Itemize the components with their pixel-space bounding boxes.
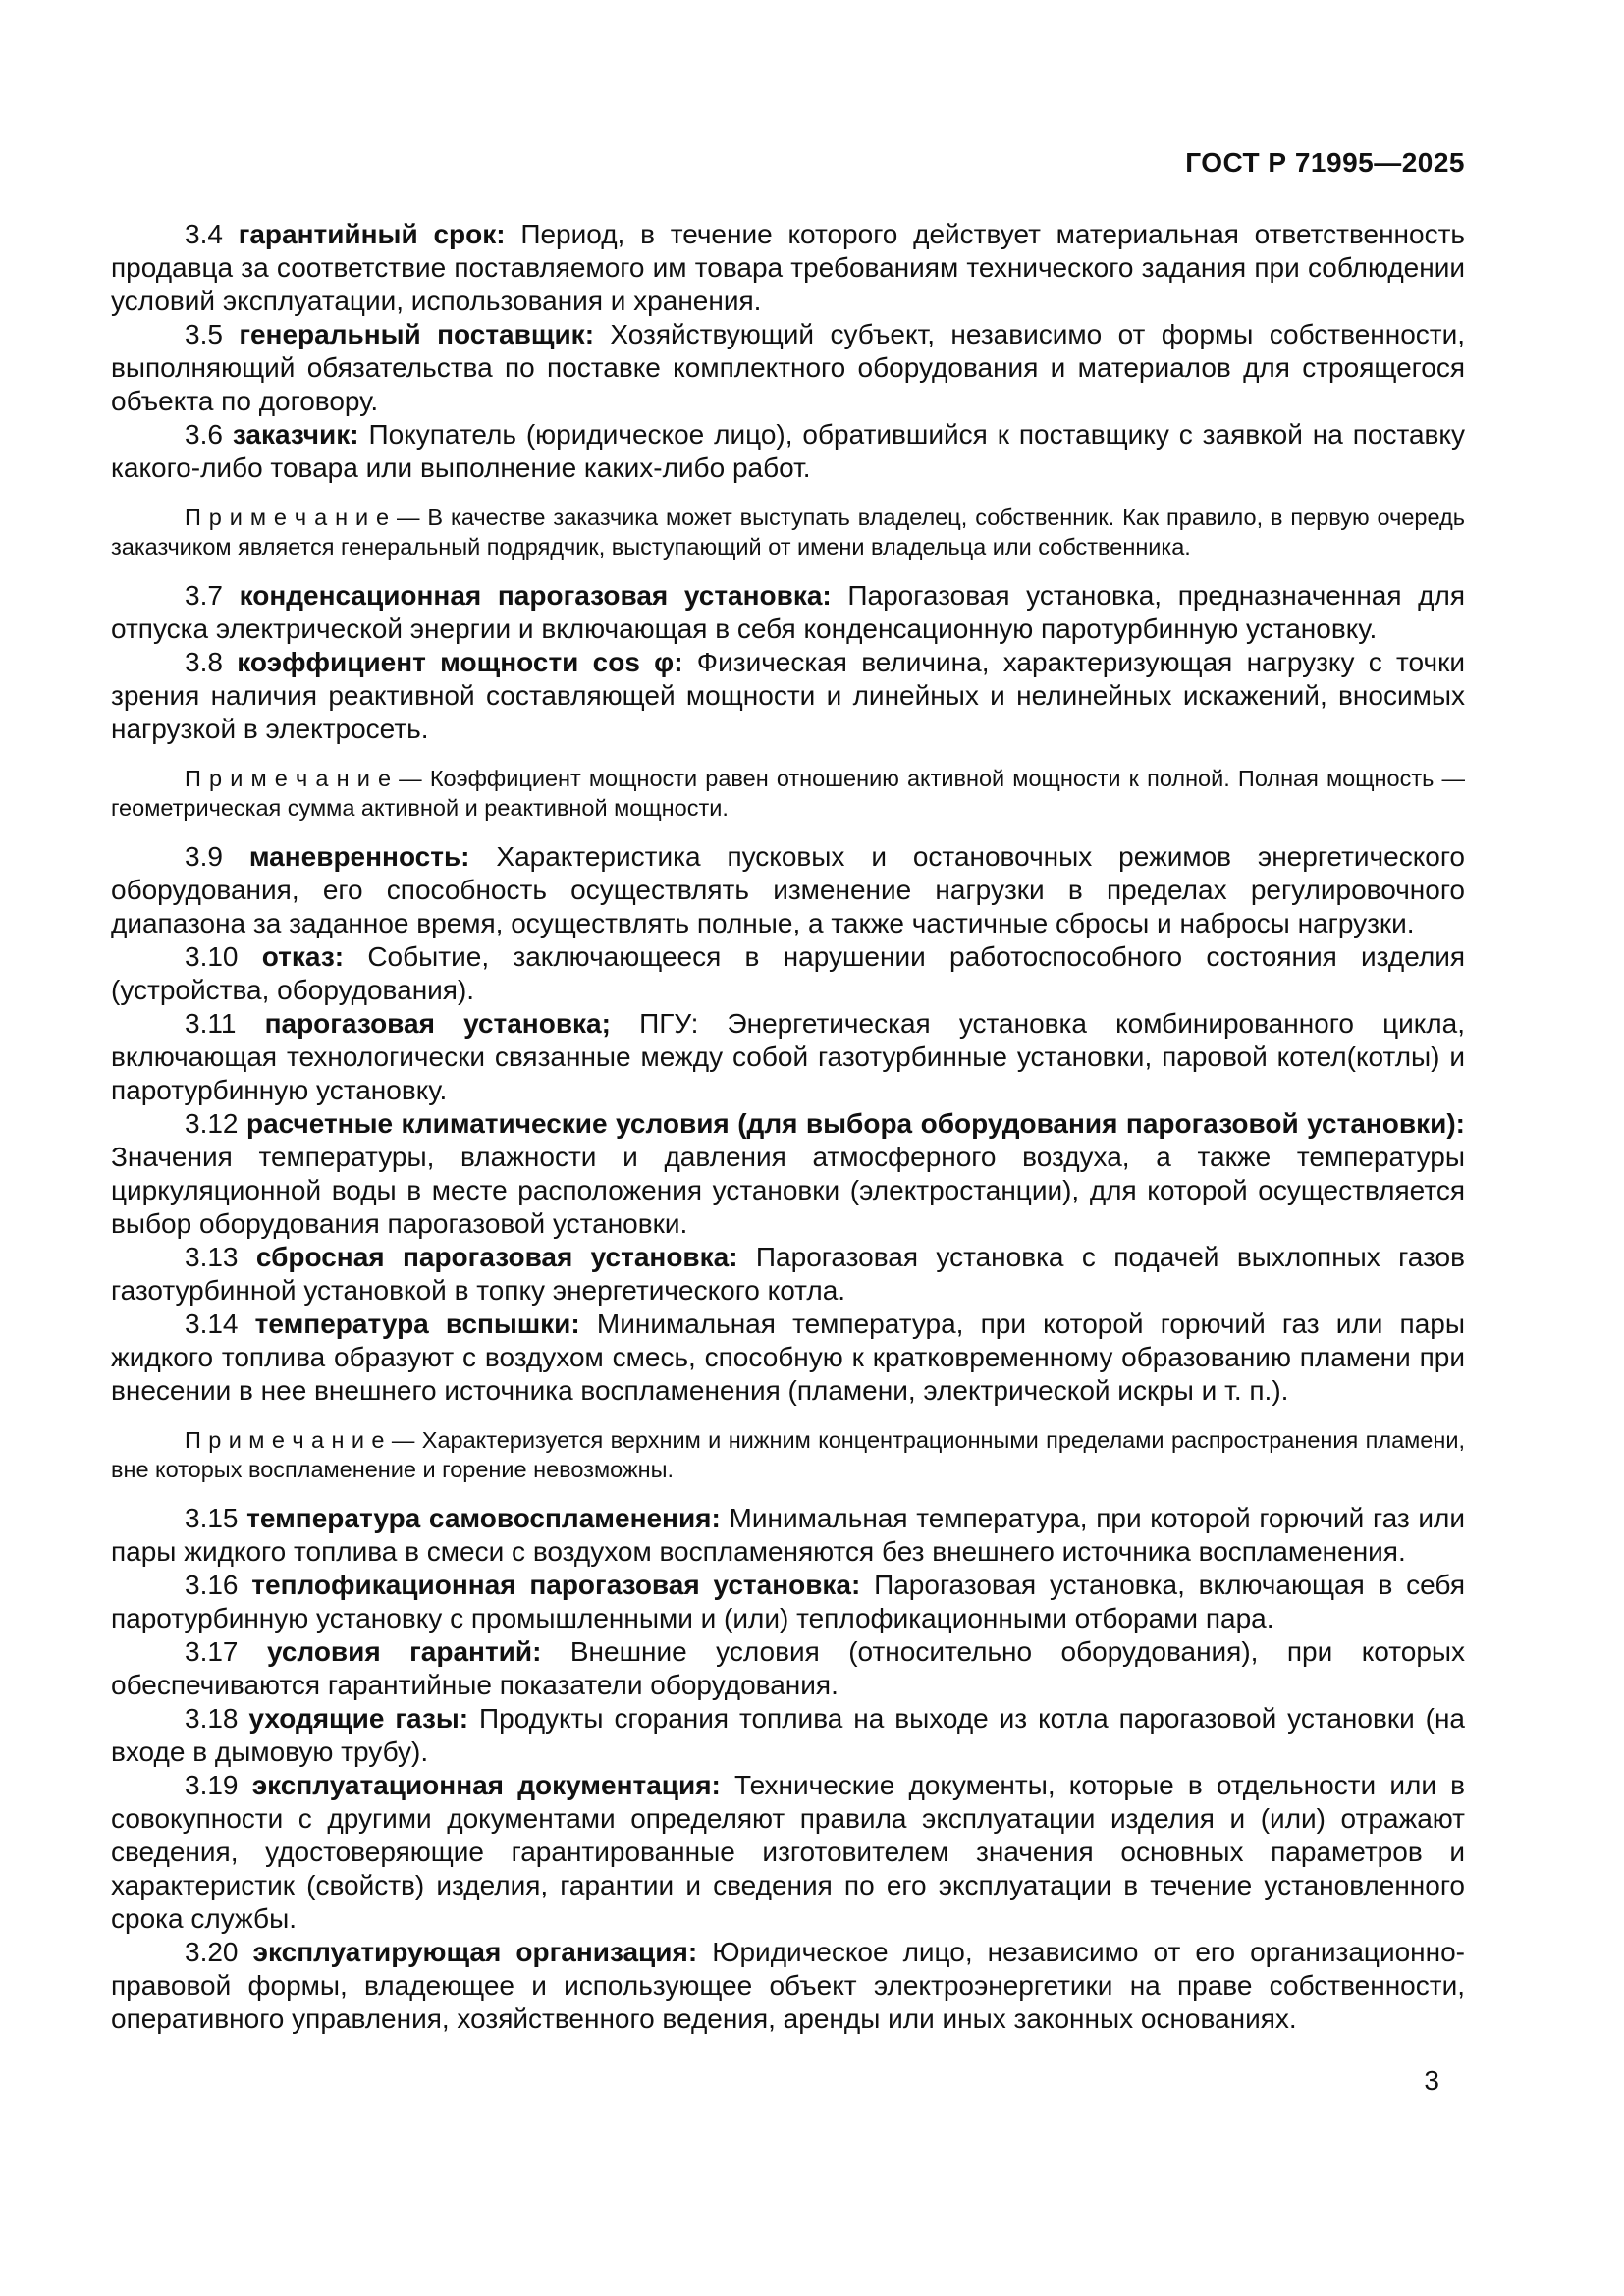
clause-definition: Хозяйствующий субъект, независимо от формы собственности, выполняющий обязательства по поставке комплектного оборудования и материалов для строящегося объекта по договору. xyxy=(111,319,1466,416)
clause-number: 3.9 xyxy=(185,841,249,872)
clause-term: эксплуатирующая организация: xyxy=(252,1937,698,1967)
document-body xyxy=(111,218,1465,2036)
clause-definition: Продукты сгорания топлива на выходе из котла парогазовой установки (на входе в дымовую трубу). xyxy=(111,1703,1465,1767)
clause-paragraph xyxy=(111,1241,1465,1308)
clause-term: уходящие газы: xyxy=(248,1703,469,1734)
clause-number: 3.13 xyxy=(185,1242,256,1272)
note-text: — Коэффициент мощности равен отношению активной мощности к полной. Полная мощность — геометрическая сумма активной и реактивной мощности. xyxy=(111,766,1465,821)
clause-paragraph xyxy=(111,1936,1465,2036)
clause-paragraph xyxy=(111,579,1465,646)
note-paragraph xyxy=(111,1425,1465,1484)
clause-term: сбросная парогазовая установка: xyxy=(255,1242,738,1272)
clause-paragraph xyxy=(111,1007,1465,1107)
clause-definition: Юридическое лицо, независимо от его организационно-правовой формы, владеющее и использующее объект электроэнергетики на праве собственности, оперативного управления, хозяйственного ведения, аренды или иных законных основаниях. xyxy=(111,1937,1465,2034)
note-paragraph xyxy=(111,764,1465,823)
clause-definition: Парогазовая установка, включающая в себя паротурбинную установку с промышленными и (или) теплофикационными отборами пара. xyxy=(111,1570,1465,1633)
clause-number: 3.15 xyxy=(185,1503,247,1533)
clause-term: парогазовая установка; xyxy=(264,1008,611,1039)
clause-paragraph xyxy=(111,1702,1465,1769)
clause-term: коэффициент мощности cos φ: xyxy=(237,647,683,677)
clause-term: расчетные климатические условия (для выбора оборудования парогазовой установки): xyxy=(245,1108,1465,1139)
clause-term: теплофикационная парогазовая установка: xyxy=(251,1570,861,1600)
note-label: П р и м е ч а н и е xyxy=(185,766,392,791)
clause-definition: ПГУ: Энергетическая установка комбинированного цикла, включающая технологически связанные между собой газотурбинные установки, паровой котел(котлы) и паротурбинную установку. xyxy=(111,1008,1465,1105)
note-paragraph xyxy=(111,503,1465,561)
running-header xyxy=(111,147,1465,179)
clause-definition: Период, в течение которого действует материальная ответственность продавца за соответствие поставляемого им товара требованиям технического задания при соблюдении условий эксплуатации, использования и хранения. xyxy=(111,219,1465,316)
clause-number: 3.17 xyxy=(185,1636,267,1667)
clause-definition: Событие, заключающееся в нарушении работоспособного состояния изделия (устройства, оборудования). xyxy=(111,941,1465,1005)
note-text: — В качестве заказчика может выступать владелец, собственник. Как правило, в первую очередь заказчиком является генеральный подрядчик, выступающий от имени владельца или собственника. xyxy=(111,505,1466,560)
clause-number: 3.6 xyxy=(185,419,233,450)
clause-paragraph xyxy=(111,1502,1465,1569)
clause-paragraph xyxy=(111,1769,1465,1936)
clause-definition: Технические документы, которые в отдельности или в совокупности с другими документами определяют правила эксплуатации изделия и (или) отражают сведения, удостоверяющие гарантированные изготовителем значения основных параметров и характеристик (свойств) изделия, гарантии и сведения по его эксплуатации в течение установленного срока службы. xyxy=(111,1770,1466,1934)
clause-term: генеральный поставщик: xyxy=(239,319,595,349)
clause-number: 3.4 xyxy=(185,219,239,249)
clause-term: конденсационная парогазовая установка: xyxy=(239,580,832,611)
clause-paragraph xyxy=(111,418,1465,485)
clause-definition: Внешние условия (относительно оборудования), при которых обеспечиваются гарантийные показатели оборудования. xyxy=(111,1636,1466,1700)
clause-term: температура самовоспламенения: xyxy=(246,1503,721,1533)
clause-definition: Парогазовая установка с подачей выхлопных газов газотурбинной установкой в топку энергетического котла. xyxy=(111,1242,1465,1306)
clause-number: 3.5 xyxy=(185,319,240,349)
clause-number: 3.8 xyxy=(185,647,238,677)
clause-definition: Минимальная температура, при которой горючий газ или пары жидкого топлива в смеси с воздухом воспламеняются без внешнего источника воспламенения. xyxy=(111,1503,1465,1567)
clause-term: эксплуатационная документация: xyxy=(251,1770,721,1800)
clause-paragraph xyxy=(111,646,1465,746)
clause-paragraph xyxy=(111,1635,1465,1702)
clause-term: гарантийный срок: xyxy=(238,219,506,249)
clause-number: 3.11 xyxy=(185,1008,265,1039)
clause-term: отказ: xyxy=(261,941,345,972)
clause-paragraph xyxy=(111,940,1465,1007)
note-label: П р и м е ч а н и е xyxy=(185,505,390,530)
clause-number: 3.20 xyxy=(185,1937,253,1967)
clause-paragraph xyxy=(111,218,1465,318)
clause-definition: Минимальная температура, при которой горючий газ или пары жидкого топлива образуют с воздухом смесь, способную к кратковременному образованию пламени при внесении в нее внешнего источника воспламенения (пламени, электрической искры и т. п.). xyxy=(111,1308,1465,1406)
clause-number: 3.12 xyxy=(185,1108,246,1139)
clause-number: 3.7 xyxy=(185,580,240,611)
clause-number: 3.18 xyxy=(185,1703,249,1734)
page-number: 3 xyxy=(1424,2065,1439,2096)
note-label: П р и м е ч а н и е xyxy=(185,1427,385,1453)
clause-definition: Парогазовая установка, предназначенная для отпуска электрической энергии и включающая в себя конденсационную паротурбинную установку. xyxy=(111,580,1466,644)
clause-paragraph xyxy=(111,1107,1465,1241)
clause-paragraph xyxy=(111,1308,1465,1408)
clause-term: заказчик: xyxy=(232,419,359,450)
clause-number: 3.10 xyxy=(185,941,262,972)
note-text: — Характеризуется верхним и нижним концентрационными пределами распространения пламени, вне которых воспламенение и горение невозможны. xyxy=(111,1427,1465,1482)
clause-definition: Покупатель (юридическое лицо), обратившийся к поставщику с заявкой на поставку какого-либо товара или выполнение каких-либо работ. xyxy=(111,419,1465,483)
page-footer xyxy=(111,2064,1465,2098)
clause-number: 3.14 xyxy=(185,1308,255,1339)
clause-paragraph xyxy=(111,1569,1465,1635)
clause-definition: Физическая величина, характеризующая нагрузку с точки зрения наличия реактивной составляющей мощности и линейных и нелинейных искажений, вносимых нагрузкой в электросеть. xyxy=(111,647,1465,744)
clause-number: 3.19 xyxy=(185,1770,252,1800)
doc-code: ГОСТ Р 71995—2025 xyxy=(1185,147,1465,178)
clause-term: температура вспышки: xyxy=(254,1308,580,1339)
clause-number: 3.16 xyxy=(185,1570,252,1600)
clause-paragraph xyxy=(111,318,1465,418)
clause-definition: Характеристика пусковых и остановочных режимов энергетического оборудования, его способность осуществлять изменение нагрузки в пределах регулировочного диапазона за заданное время, осуществлять полные, а также частичные сбросы и набросы нагрузки. xyxy=(111,841,1465,938)
clause-definition: Значения температуры, влажности и давления атмосферного воздуха, а также температуры циркуляционной воды в месте расположения установки (электростанции), для которой осуществляется выбор оборудования парогазовой установки. xyxy=(111,1142,1465,1239)
clause-term: условия гарантий: xyxy=(266,1636,542,1667)
clause-term: маневренность: xyxy=(248,841,470,872)
clause-paragraph xyxy=(111,840,1465,940)
